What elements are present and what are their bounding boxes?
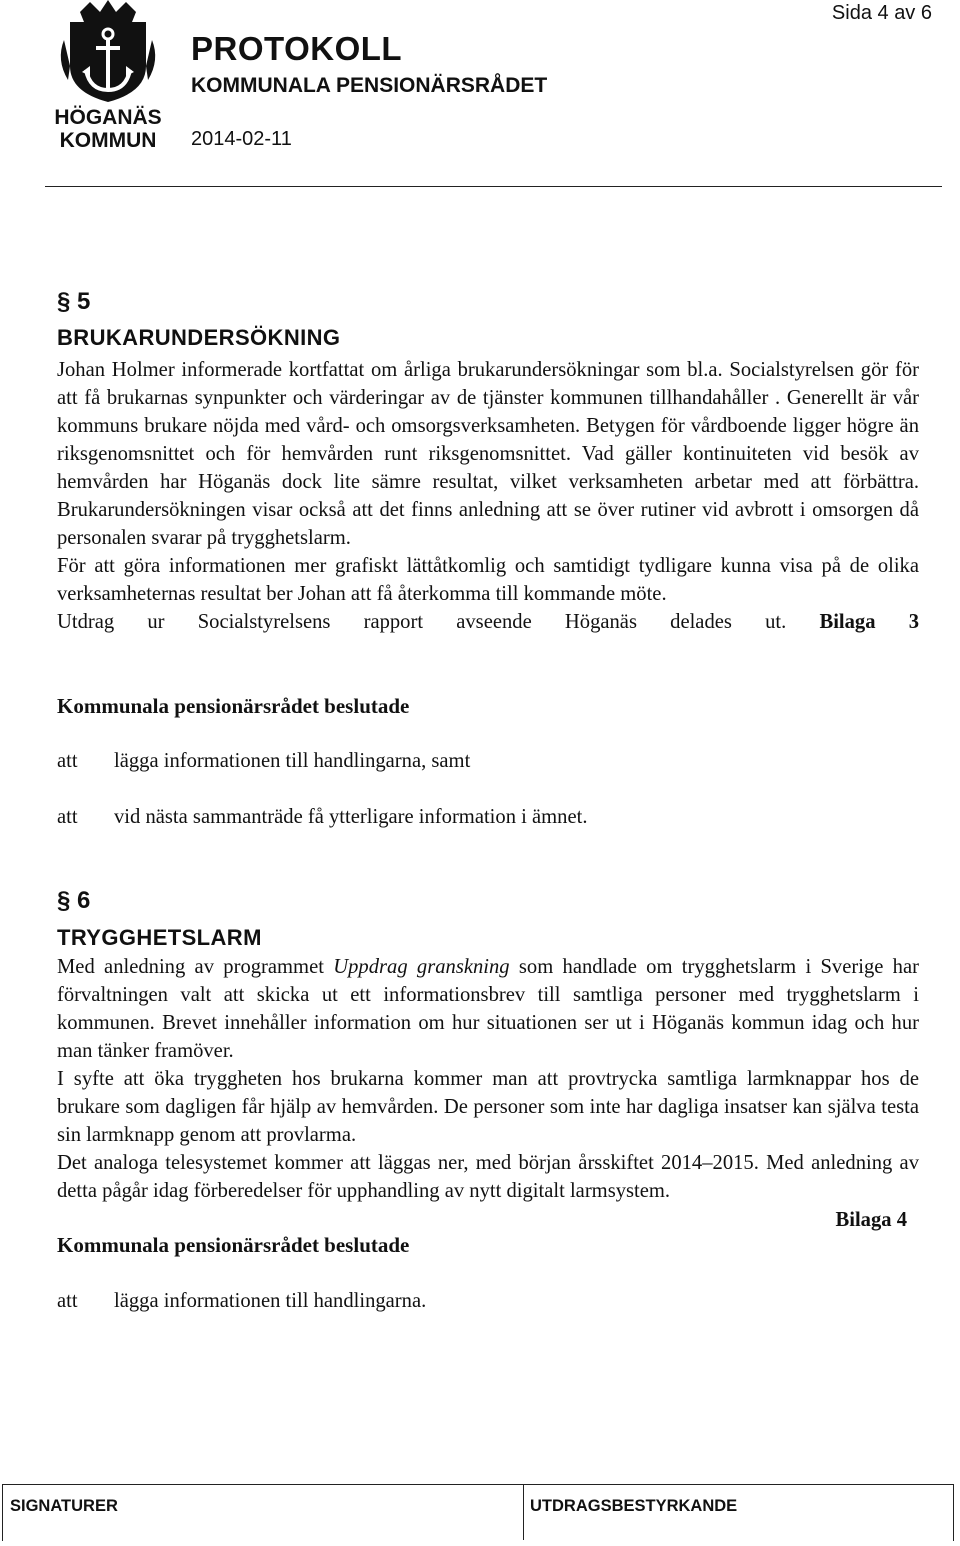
section-6-body [57, 953, 919, 1205]
section-6-decision-heading: Kommunala pensionärsrådet beslutade [57, 1233, 410, 1257]
document-subtitle: KOMMUNALA PENSIONÄRSRÅDET [191, 74, 548, 97]
programme-title: Uppdrag granskning [333, 956, 510, 978]
document-date: 2014-02-11 [191, 128, 292, 150]
footer-signature-box [2, 1484, 954, 1541]
decision-text: lägga informationen till handlingarna. [114, 1290, 427, 1312]
decision-prefix: att [57, 750, 78, 772]
header-divider [45, 186, 942, 187]
section-5-paragraph-1: Johan Holmer informerade kortfattat om årliga brukarundersökningar som bl.a. Socialstyrelsen gör för att få brukarnas synpunkter och värderingar av de tjänster kommunen tillhandahåller . Generellt är vår kommuns brukare nöjda med vård- och omsorgsverksamheten. Betygen för vårdboende ligger högre än riksgenomsnittet och för hemvården runt riksgenomsnittet. Vad gäller kontinuiteten vid besök av hemvården har Höganäs dock lite sämre resultat, vilket verksamheten arbetar med att förbättra. Brukarundersökningen visar också att det finns anledning att se över rutiner vid avbrott i omsorgen då personalen svarar på trygghetslarm. [57, 359, 919, 549]
document-title: PROTOKOLL [191, 30, 403, 67]
section-5-paragraph-3-row [57, 608, 919, 636]
decision-text: lägga informationen till handlingarna, samt [114, 750, 471, 772]
section-5-paragraph-3: Utdrag ur Socialstyrelsens rapport avseende Höganäs delades ut. [57, 611, 787, 633]
signatures-label: SIGNATURER [10, 1497, 118, 1515]
logo-text-line1: HÖGANÄS [54, 106, 162, 129]
section-6-decision-1 [57, 1290, 426, 1313]
section-5-decision-1 [57, 750, 470, 773]
logo-text-line2: KOMMUN [59, 129, 157, 152]
decision-prefix: att [57, 1290, 78, 1312]
page-number: Sida 4 av 6 [831, 2, 932, 24]
decision-text: vid nästa sammanträde få ytterligare information i ämnet. [114, 806, 588, 828]
section-5-decision-2 [57, 806, 588, 829]
decision-prefix: att [57, 806, 78, 828]
section-5-decision-heading: Kommunala pensionärsrådet beslutade [57, 694, 410, 718]
section-5-attachment-ref: Bilaga 3 [819, 611, 920, 633]
section-5-paragraph-2: För att göra informationen mer grafiskt lättåtkomlig och samtidigt tydligare kunna visa på de olika verksamheternas resultat ber Johan att få återkomma till kommande möte. [57, 555, 919, 605]
paragraph-text: som handlade om trygghetslarm i Sverige har förvaltningen valt att skicka ut ett informationsbrev till samtliga personer med trygghetslarm i kommunen. Brevet innehåller information om hur situationen ser ut i Höganäs kommun idag och hur man tänker framöver. [57, 956, 919, 1062]
footer-divider [523, 1484, 524, 1540]
section-5-title: BRUKARUNDERSÖKNING [57, 325, 341, 350]
section-5-number: § 5 [57, 288, 91, 315]
section-6-attachment-ref: Bilaga 4 [835, 1209, 907, 1231]
section-6-paragraph-2: I syfte att öka tryggheten hos brukarna kommer man att provtrycka samtliga larmknappar hos de brukare som dagligen får hjälp av hemvården. De personer som inte har dagliga insatser kan själva testa sin larmknapp genom att provlarma. [57, 1068, 919, 1146]
section-6-paragraph-3: Det analoga telesystemet kommer att läggas ner, med början årsskiftet 2014–2015. Med anledning av detta pågår idag förberedelser för upphandling av nytt digitalt larmsystem. [57, 1152, 919, 1202]
section-6-paragraph-1 [57, 953, 919, 1065]
section-6-title: TRYGGHETSLARM [57, 925, 262, 950]
paragraph-text: Med anledning av programmet [57, 956, 334, 978]
section-5-body [57, 356, 919, 636]
certification-label: UTDRAGSBESTYRKANDE [530, 1497, 738, 1515]
section-6-number: § 6 [57, 887, 91, 914]
hoganas-kommun-logo [50, 0, 166, 152]
